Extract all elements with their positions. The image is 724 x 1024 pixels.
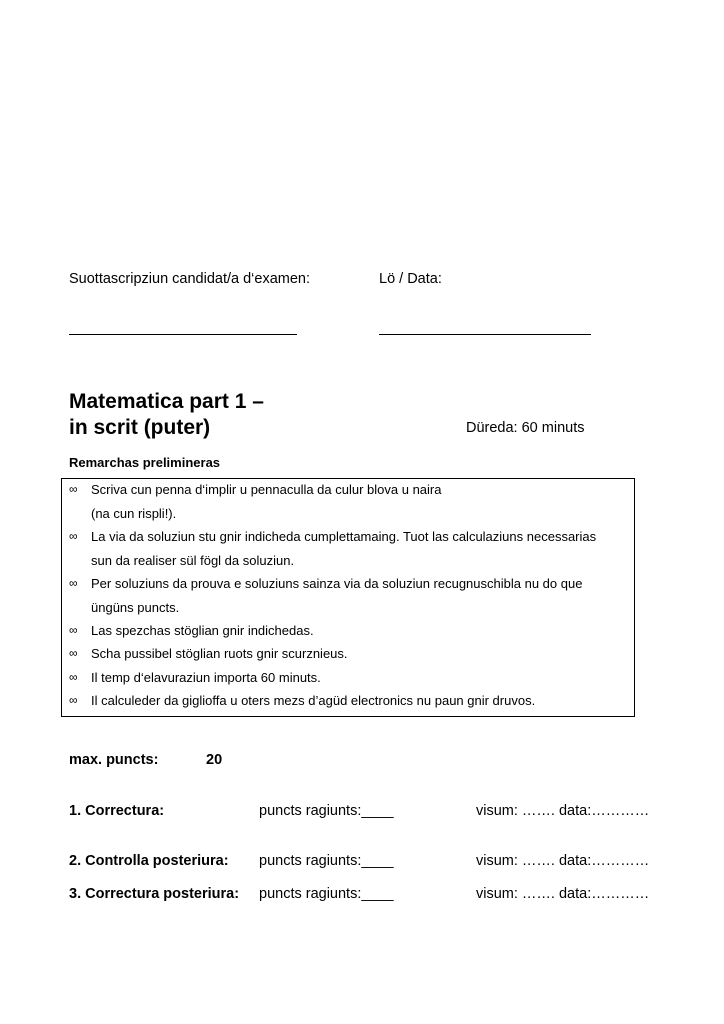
remark-item [69, 525, 624, 572]
max-points-value: 20 [206, 752, 223, 768]
remark-line: sun da realiser sül fögl da soluziun. [91, 552, 295, 568]
place-date-line [379, 334, 591, 335]
infinity-bullet-icon: ∞ [69, 646, 78, 660]
infinity-bullet-icon: ∞ [69, 529, 78, 543]
place-date-label: Lö / Data: [379, 271, 442, 287]
correction-2-points: puncts ragiunts:____ [259, 853, 394, 869]
correction-1-visa: visum: ……. data:………… [476, 803, 650, 819]
exam-title-line2: in scrit (puter) [69, 416, 211, 439]
correction-2-visa: visum: ……. data:………… [476, 853, 650, 869]
remark-line: Il temp d‘elavuraziun importa 60 minuts. [91, 670, 321, 685]
remark-line: Il calculeder da giglioffa u oters mezs d’agüd electronics nu paun gnir druvos. [91, 693, 536, 708]
correction-1-label: 1. Correctura: [69, 803, 165, 819]
infinity-bullet-icon: ∞ [69, 670, 78, 684]
correction-2-label: 2. Controlla posteriura: [69, 853, 229, 869]
remark-line: Las spezchas stöglian gnir indichedas. [91, 623, 314, 638]
remark-line: La via da soluziun stu gnir indicheda cumplettamaing. Tuot las calculaziuns necessarias [91, 529, 597, 544]
candidate-signature-label: Suottascripziun candidat/a d‘examen: [69, 271, 311, 287]
correction-3-visa: visum: ……. data:………… [476, 886, 650, 902]
remark-item [69, 478, 624, 525]
remark-line: üngüns puncts. [91, 599, 180, 615]
max-points-label: max. puncts: [69, 752, 159, 768]
correction-3-label: 3. Correctura posteriura: [69, 886, 240, 902]
correction-1-points: puncts ragiunts:____ [259, 803, 394, 819]
infinity-bullet-icon: ∞ [69, 693, 78, 707]
exam-duration: Düreda: 60 minuts [466, 420, 585, 436]
infinity-bullet-icon: ∞ [69, 482, 78, 496]
remark-line: Per soluziuns da prouva e soluziuns sainza via da soluziun recugnuschibla nu do que [91, 576, 583, 591]
remark-line: (na cun rispli!). [91, 505, 177, 521]
remark-item [69, 642, 624, 666]
remark-item [69, 689, 624, 713]
infinity-bullet-icon: ∞ [69, 576, 78, 590]
exam-title-line1: Matematica part 1 – [69, 390, 264, 413]
remarks-box [61, 478, 635, 717]
remarks-heading: Remarchas prelimineras [69, 455, 221, 470]
candidate-signature-line [69, 334, 297, 335]
correction-3-points: puncts ragiunts:____ [259, 886, 394, 902]
remark-item [69, 666, 624, 690]
remark-item [69, 572, 624, 619]
remark-item [69, 619, 624, 643]
infinity-bullet-icon: ∞ [69, 623, 78, 637]
remark-line: Scha pussibel stöglian ruots gnir scurznieus. [91, 646, 348, 661]
remark-line: Scriva cun penna d‘implir u pennaculla da culur blova u naira [91, 482, 442, 497]
